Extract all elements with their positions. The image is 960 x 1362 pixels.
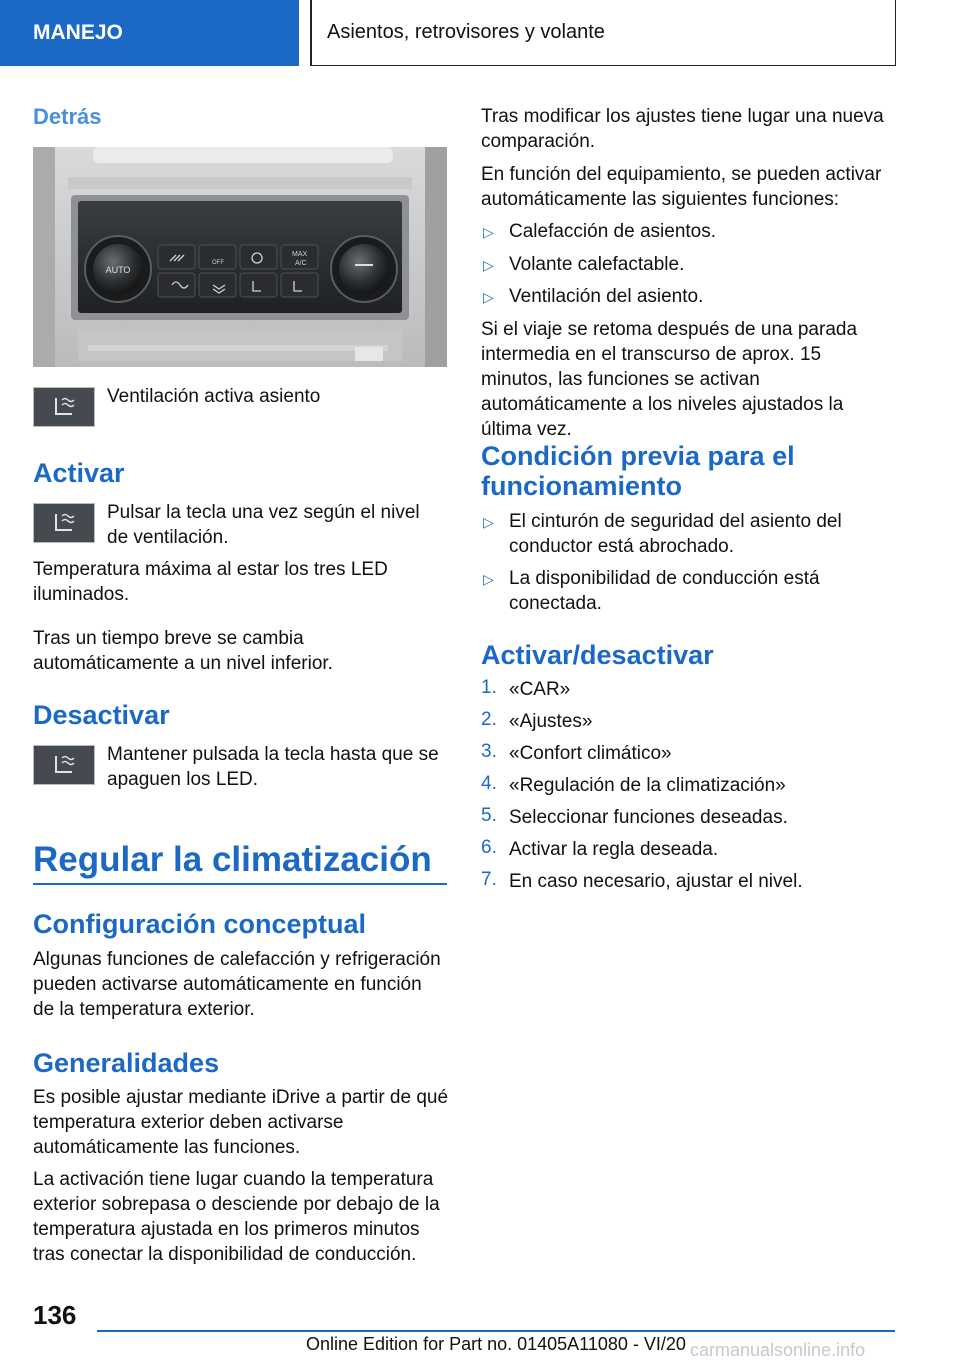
activate-text: Pulsar la tecla una vez según el nivel de ventilación.: [107, 502, 420, 548]
heading-rule: [33, 883, 447, 885]
seat-ventilation-icon: [33, 387, 95, 427]
concept-heading: Configuración conceptual: [33, 909, 367, 939]
precondition-heading: Condición previa para el funcionamiento: [481, 441, 795, 501]
step-number: 2.: [481, 709, 497, 730]
right-text-1: Tras modificar los ajustes tiene lugar una nueva comparación.: [481, 106, 884, 152]
step-number: 3.: [481, 741, 497, 762]
activate-text-3: Tras un tiempo breve se cambia automáticamente a un nivel inferior.: [33, 628, 333, 674]
max-label: MAX: [292, 251, 308, 258]
ac-label: A/C: [295, 260, 307, 267]
precondition-item: La disponibilidad de conducción está conectada.: [509, 568, 820, 614]
precondition-item: El cinturón de seguridad del asiento del conductor está abrochado.: [509, 511, 842, 557]
step-number: 4.: [481, 773, 497, 794]
footer-rule: [97, 1330, 895, 1332]
bullet-triangle-icon: ▷: [483, 257, 494, 273]
right-text-2: En función del equipamiento, se pueden activar automáticamente las siguientes funciones:: [481, 164, 882, 210]
step-text: «CAR»: [509, 679, 571, 700]
step-number: 6.: [481, 837, 497, 858]
function-item: Volante calefactable.: [509, 254, 685, 275]
header-section: MANEJO: [0, 0, 299, 66]
left-temperature-knob: [85, 236, 151, 302]
step-text: Activar la regla deseada.: [509, 839, 719, 860]
concept-text: Algunas funciones de calefacción y refrigeración pueden activarse automáticamente en función de la temperatura exterior.: [33, 949, 441, 1020]
auto-label: AUTO: [105, 265, 131, 275]
bullet-triangle-icon: ▷: [483, 514, 494, 530]
step-text: «Confort climático»: [509, 743, 672, 764]
bullet-triangle-icon: ▷: [483, 571, 494, 587]
seat-ventilation-icon: [33, 503, 95, 543]
watermark: carmanualsonline.info: [690, 1340, 866, 1360]
function-item: Calefacción de asientos.: [509, 221, 717, 242]
rear-heading: Detrás: [33, 104, 102, 129]
header-chapter: Asientos, retrovisores y volante: [312, 0, 896, 66]
activate-text-2: Temperatura máxima al estar los tres LED iluminados.: [33, 559, 388, 605]
step-text: Seleccionar funciones deseadas.: [509, 807, 788, 828]
step-text: «Ajustes»: [509, 711, 593, 732]
general-heading: Generalidades: [33, 1048, 220, 1078]
onoff-heading: Activar/desactivar: [481, 640, 714, 670]
step-number: 5.: [481, 805, 497, 826]
deactivate-text: Mantener pulsada la tecla hasta que se apaguen los LED.: [107, 744, 439, 790]
step-text: En caso necesario, ajustar el nivel.: [509, 871, 803, 892]
deactivate-heading: Desactivar: [33, 700, 170, 730]
right-temperature-knob: [331, 236, 397, 302]
step-text: «Regulación de la climatización»: [509, 775, 786, 796]
bullet-triangle-icon: ▷: [483, 224, 494, 240]
function-item: Ventilación del asiento.: [509, 286, 704, 307]
step-number: 7.: [481, 869, 497, 890]
general-text-1: Es posible ajustar mediante iDrive a partir de qué temperatura exterior deben activarse automáticamente las funciones.: [33, 1087, 449, 1158]
vent-caption: Ventilación activa asiento: [107, 386, 321, 407]
right-text-3: Si el viaje se retoma después de una parada intermedia en el transcurso de aprox. 15 minutos, las funciones se activan automáticamente a los niveles ajustados la última vez.: [481, 319, 858, 440]
page-number: 136: [33, 1300, 77, 1330]
general-text-2: La activación tiene lugar cuando la temperatura exterior sobrepasa o desciende por debajo de la temperatura ajustada en los primeros minutos tras conectar la disponibilidad de conducción.: [33, 1169, 440, 1265]
activate-heading: Activar: [33, 458, 125, 488]
bullet-triangle-icon: ▷: [483, 289, 494, 305]
seat-ventilation-icon: [33, 745, 95, 785]
footer-edition: Online Edition for Part no. 01405A11080 - VI/20: [306, 1334, 686, 1354]
rear-climate-panel-photo: [33, 147, 447, 367]
main-heading: Regular la climatización: [33, 840, 432, 879]
off-label: OFF: [212, 260, 224, 266]
step-number: 1.: [481, 677, 497, 698]
